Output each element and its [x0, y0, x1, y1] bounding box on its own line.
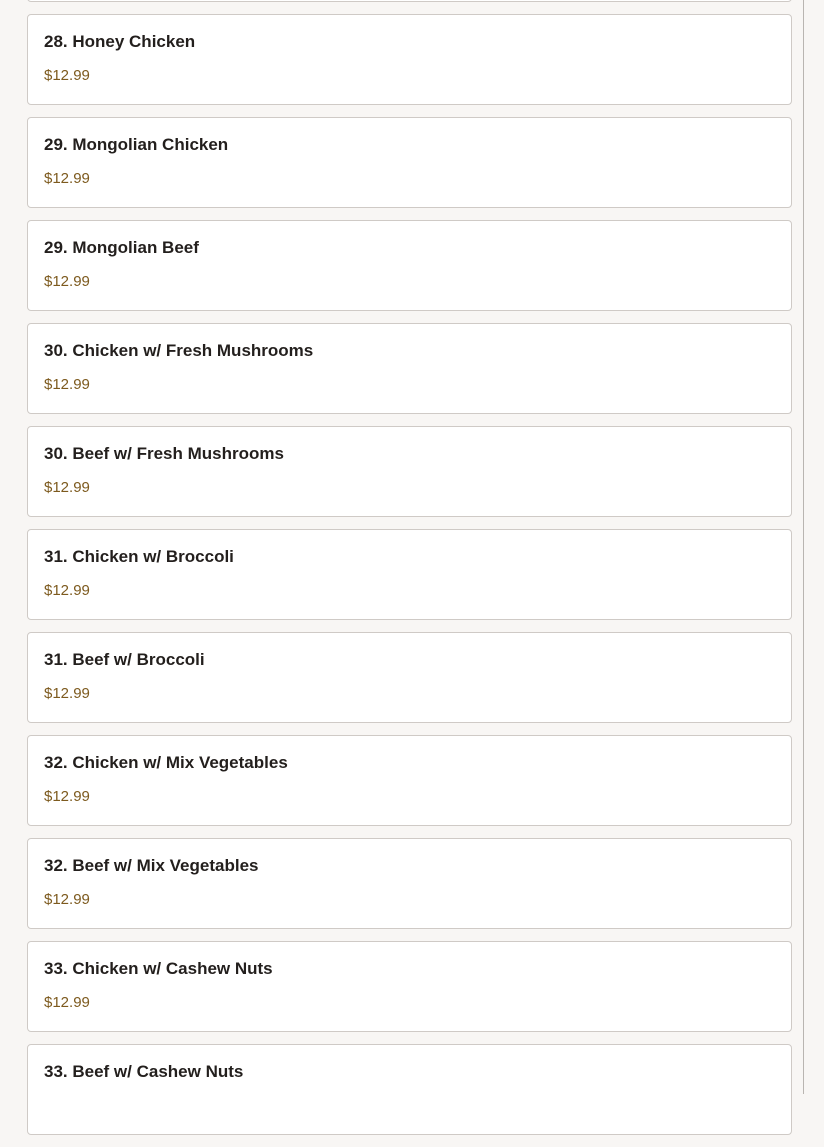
menu-item-name: 31. Beef w/ Broccoli — [44, 650, 205, 669]
menu-item-price: $12.99 — [44, 67, 90, 84]
menu-item-card[interactable] — [27, 0, 792, 2]
menu-item-card[interactable] — [27, 632, 792, 723]
menu-item-card[interactable] — [27, 426, 792, 517]
menu-item-card[interactable] — [27, 220, 792, 311]
menu-item-price: $12.99 — [44, 994, 90, 1011]
menu-item-name: 32. Chicken w/ Mix Vegetables — [44, 753, 288, 772]
menu-item-card[interactable] — [27, 941, 792, 1032]
menu-item-name: 33. Chicken w/ Cashew Nuts — [44, 959, 273, 978]
menu-item-card[interactable] — [27, 14, 792, 105]
menu-item-name: 28. Honey Chicken — [44, 32, 196, 51]
menu-item-price — [44, 1097, 775, 1115]
menu-item-card[interactable] — [27, 117, 792, 208]
menu-item-card[interactable] — [27, 735, 792, 826]
menu-item-price: $12.99 — [44, 273, 90, 290]
menu-item-card[interactable] — [27, 323, 792, 414]
menu-item-price: $12.99 — [44, 479, 90, 496]
menu-item-price: $12.99 — [44, 788, 90, 805]
menu-item-list — [27, 0, 792, 1147]
menu-item-name: 31. Chicken w/ Broccoli — [44, 547, 234, 566]
menu-item-name: 33. Beef w/ Cashew Nuts — [44, 1062, 244, 1081]
menu-item-name: 29. Mongolian Beef — [44, 238, 199, 257]
menu-item-name: 30. Beef w/ Fresh Mushrooms — [44, 444, 284, 463]
menu-item-card[interactable] — [27, 1044, 792, 1135]
menu-item-price: $12.99 — [44, 376, 90, 393]
menu-item-name: 29. Mongolian Chicken — [44, 135, 229, 154]
menu-item-price: $12.99 — [44, 685, 90, 702]
menu-item-price: $12.99 — [44, 582, 90, 599]
menu-item-card[interactable] — [27, 529, 792, 620]
menu-item-price: $12.99 — [44, 891, 90, 908]
menu-item-name: 30. Chicken w/ Fresh Mushrooms — [44, 341, 314, 360]
menu-item-name: 32. Beef w/ Mix Vegetables — [44, 856, 259, 875]
menu-item-price: $12.99 — [44, 170, 90, 187]
menu-item-card[interactable] — [27, 838, 792, 929]
